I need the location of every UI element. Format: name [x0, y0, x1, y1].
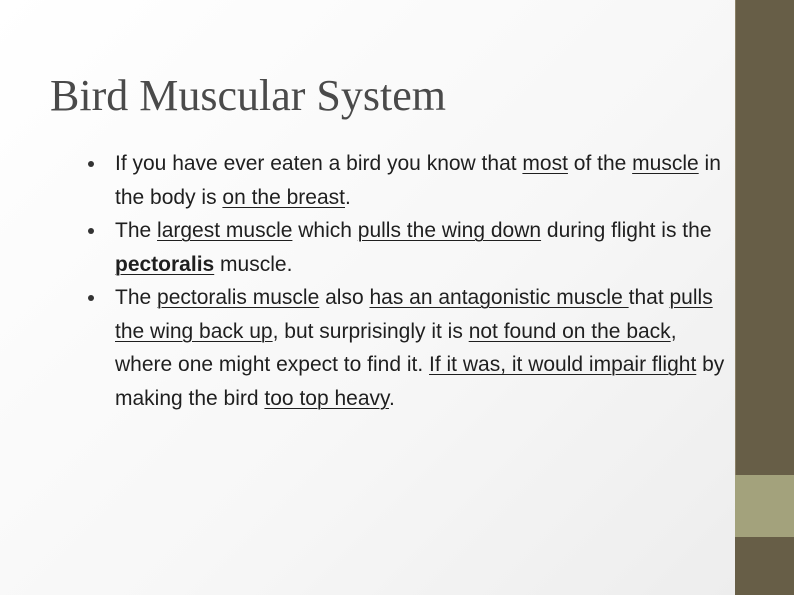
emphasized-text: muscle [632, 152, 699, 175]
emphasized-text: on the breast [222, 185, 345, 209]
emphasized-text: pulls the wing down [357, 219, 542, 242]
sidebar-dark-band-bottom [735, 537, 794, 595]
bullet-text: . [388, 386, 395, 410]
emphasized-text: pulls the wing back up [115, 286, 713, 343]
bullet-text: also [319, 286, 370, 309]
slide-title: Bird Muscular System [50, 71, 446, 120]
bullet-item [88, 214, 728, 281]
emphasized-text: has an antagonistic muscle [369, 286, 629, 309]
emphasized-text: too top heavy [264, 386, 389, 410]
emphasized-text: pectoralis muscle [157, 286, 320, 309]
decorative-sidebar [735, 0, 794, 595]
bullet-item [88, 147, 728, 214]
bullet-text: muscle. [214, 252, 293, 276]
bullet-text: of the [567, 152, 633, 175]
emphasized-text: most [522, 152, 568, 175]
bullet-dot-icon [88, 228, 94, 234]
bullet-dot-icon [88, 295, 94, 301]
bullet-item [88, 281, 728, 415]
bullet-text: The [115, 286, 158, 309]
bullet-dot-icon [88, 161, 94, 167]
bullet-text: . [345, 185, 351, 209]
bullet-text: during flight is the [541, 219, 712, 242]
emphasized-text: If it was, it would impair flight [429, 353, 697, 376]
emphasized-text: pectoralis [115, 252, 215, 276]
sidebar-dark-band [735, 0, 794, 475]
bullet-text: that [628, 286, 670, 309]
sidebar-accent-band [735, 475, 794, 537]
bullet-text: in the body is [115, 152, 721, 209]
emphasized-text: largest muscle [157, 219, 293, 242]
bullet-text: If you have ever eaten a bird you know that [115, 152, 523, 175]
bullet-list [88, 147, 728, 415]
bullet-text: , where one might expect to find it. [115, 319, 677, 376]
bullet-text: which [292, 219, 358, 242]
bullet-text: , but surprisingly it is [272, 319, 469, 343]
bullet-text: by making the bird [115, 353, 725, 410]
emphasized-text: not found on the back [468, 319, 671, 343]
bullet-text: The [115, 219, 158, 242]
